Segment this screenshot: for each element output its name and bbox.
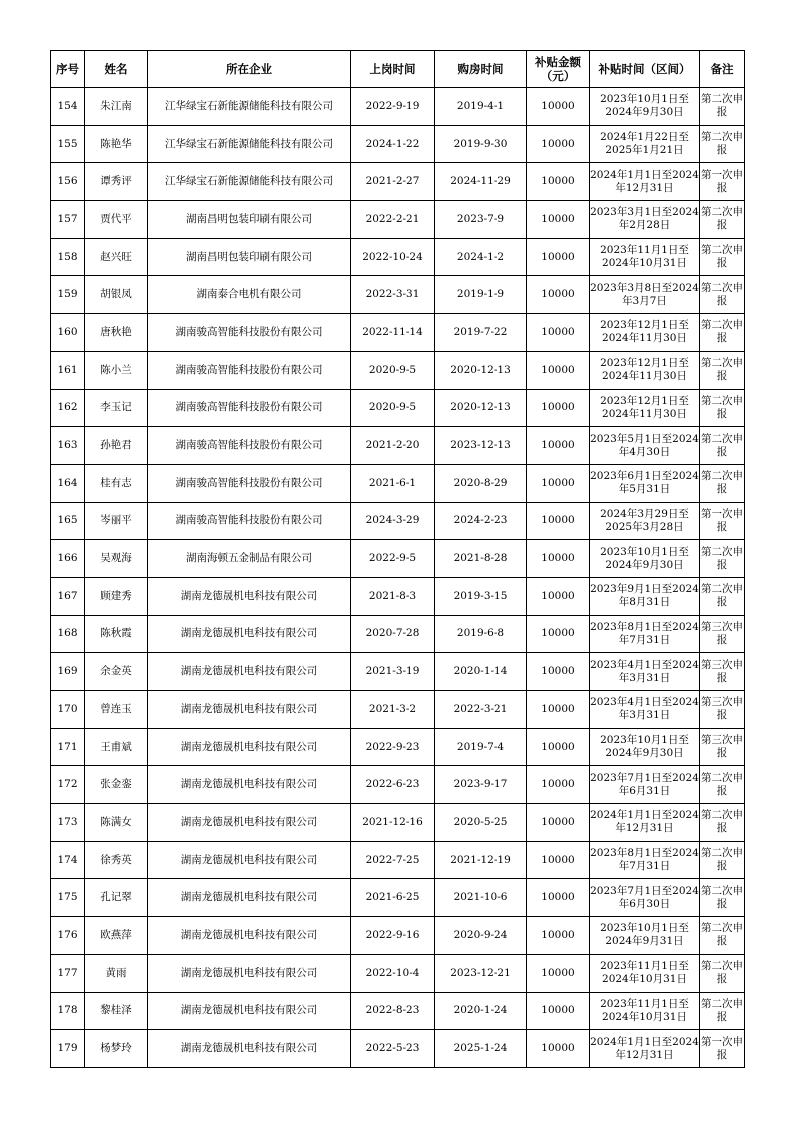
cell-no: 154 bbox=[51, 88, 85, 126]
cell-amount: 10000 bbox=[527, 577, 590, 615]
cell-note: 第二次申报 bbox=[700, 577, 745, 615]
cell-start-date: 2022-3-31 bbox=[351, 276, 435, 314]
cell-amount: 10000 bbox=[527, 879, 590, 917]
cell-name: 岑丽平 bbox=[85, 502, 148, 540]
cell-start-date: 2021-3-19 bbox=[351, 653, 435, 691]
cell-period: 2023年8月1日至2024年7月31日 bbox=[590, 841, 700, 879]
cell-note: 第二次申报 bbox=[700, 954, 745, 992]
cell-purchase-date: 2023-12-21 bbox=[435, 954, 527, 992]
cell-purchase-date: 2020-5-25 bbox=[435, 804, 527, 842]
cell-start-date: 2022-10-24 bbox=[351, 238, 435, 276]
cell-name: 黄雨 bbox=[85, 954, 148, 992]
cell-purchase-date: 2019-9-30 bbox=[435, 125, 527, 163]
cell-no: 174 bbox=[51, 841, 85, 879]
cell-start-date: 2021-3-2 bbox=[351, 691, 435, 729]
cell-period: 2023年11月1日至2024年10月31日 bbox=[590, 954, 700, 992]
cell-name: 王甫斌 bbox=[85, 728, 148, 766]
cell-name: 赵兴旺 bbox=[85, 238, 148, 276]
cell-purchase-date: 2019-3-15 bbox=[435, 577, 527, 615]
cell-start-date: 2022-7-25 bbox=[351, 841, 435, 879]
cell-company: 湖南海顿五金制品有限公司 bbox=[148, 540, 351, 578]
cell-note: 第三次申报 bbox=[700, 615, 745, 653]
cell-company: 江华绿宝石新能源储能科技有限公司 bbox=[148, 163, 351, 201]
cell-no: 167 bbox=[51, 577, 85, 615]
cell-period: 2023年10月1日至2024年9月30日 bbox=[590, 88, 700, 126]
cell-name: 张金銮 bbox=[85, 766, 148, 804]
cell-amount: 10000 bbox=[527, 88, 590, 126]
cell-name: 桂有志 bbox=[85, 464, 148, 502]
header-name: 姓名 bbox=[85, 51, 148, 88]
cell-name: 吴观海 bbox=[85, 540, 148, 578]
cell-company: 江华绿宝石新能源储能科技有限公司 bbox=[148, 88, 351, 126]
cell-no: 178 bbox=[51, 992, 85, 1030]
cell-no: 179 bbox=[51, 1030, 85, 1068]
cell-start-date: 2022-8-23 bbox=[351, 992, 435, 1030]
cell-no: 156 bbox=[51, 163, 85, 201]
cell-start-date: 2022-9-16 bbox=[351, 917, 435, 955]
cell-note: 第二次申报 bbox=[700, 427, 745, 465]
cell-period: 2024年3月29日至2025年3月28日 bbox=[590, 502, 700, 540]
cell-no: 163 bbox=[51, 427, 85, 465]
cell-no: 177 bbox=[51, 954, 85, 992]
cell-no: 165 bbox=[51, 502, 85, 540]
cell-amount: 10000 bbox=[527, 238, 590, 276]
cell-company: 湖南龙德晟机电科技有限公司 bbox=[148, 1030, 351, 1068]
cell-period: 2023年7月1日至2024年6月31日 bbox=[590, 766, 700, 804]
cell-amount: 10000 bbox=[527, 351, 590, 389]
cell-company: 湖南龙德晟机电科技有限公司 bbox=[148, 691, 351, 729]
table-row bbox=[51, 992, 745, 1030]
cell-name: 陈小兰 bbox=[85, 351, 148, 389]
cell-note: 第二次申报 bbox=[700, 804, 745, 842]
table-row bbox=[51, 88, 745, 126]
cell-purchase-date: 2020-8-29 bbox=[435, 464, 527, 502]
cell-note: 第一次申报 bbox=[700, 163, 745, 201]
header-start-date: 上岗时间 bbox=[351, 51, 435, 88]
cell-company: 湖南骏高智能科技股份有限公司 bbox=[148, 427, 351, 465]
cell-purchase-date: 2021-8-28 bbox=[435, 540, 527, 578]
header-amount-line1: 补贴金额 bbox=[535, 55, 581, 69]
table-row bbox=[51, 389, 745, 427]
cell-amount: 10000 bbox=[527, 125, 590, 163]
table-row bbox=[51, 276, 745, 314]
cell-note: 第二次申报 bbox=[700, 238, 745, 276]
table-row bbox=[51, 502, 745, 540]
cell-no: 164 bbox=[51, 464, 85, 502]
cell-start-date: 2021-6-1 bbox=[351, 464, 435, 502]
cell-name: 顾建秀 bbox=[85, 577, 148, 615]
cell-purchase-date: 2019-7-4 bbox=[435, 728, 527, 766]
table-row bbox=[51, 653, 745, 691]
cell-no: 161 bbox=[51, 351, 85, 389]
cell-name: 徐秀英 bbox=[85, 841, 148, 879]
cell-note: 第二次申报 bbox=[700, 125, 745, 163]
cell-amount: 10000 bbox=[527, 201, 590, 239]
cell-name: 陈秋霞 bbox=[85, 615, 148, 653]
cell-start-date: 2022-6-23 bbox=[351, 766, 435, 804]
cell-start-date: 2024-1-22 bbox=[351, 125, 435, 163]
table-row bbox=[51, 201, 745, 239]
cell-start-date: 2022-9-5 bbox=[351, 540, 435, 578]
cell-name: 朱江南 bbox=[85, 88, 148, 126]
cell-amount: 10000 bbox=[527, 992, 590, 1030]
cell-amount: 10000 bbox=[527, 691, 590, 729]
table-row bbox=[51, 1030, 745, 1068]
cell-start-date: 2022-11-14 bbox=[351, 314, 435, 352]
cell-no: 175 bbox=[51, 879, 85, 917]
cell-start-date: 2021-8-3 bbox=[351, 577, 435, 615]
cell-name: 李玉记 bbox=[85, 389, 148, 427]
table-row bbox=[51, 125, 745, 163]
cell-amount: 10000 bbox=[527, 728, 590, 766]
table-row bbox=[51, 314, 745, 352]
cell-purchase-date: 2020-12-13 bbox=[435, 389, 527, 427]
cell-amount: 10000 bbox=[527, 841, 590, 879]
cell-note: 第二次申报 bbox=[700, 841, 745, 879]
cell-amount: 10000 bbox=[527, 464, 590, 502]
cell-period: 2023年9月1日至2024年8月31日 bbox=[590, 577, 700, 615]
cell-purchase-date: 2023-9-17 bbox=[435, 766, 527, 804]
cell-period: 2023年10月1日至2024年9月30日 bbox=[590, 540, 700, 578]
cell-name: 余金英 bbox=[85, 653, 148, 691]
cell-note: 第三次申报 bbox=[700, 728, 745, 766]
cell-start-date: 2021-12-16 bbox=[351, 804, 435, 842]
cell-period: 2023年11月1日至2024年10月31日 bbox=[590, 238, 700, 276]
cell-period: 2024年1月22日至2025年1月21日 bbox=[590, 125, 700, 163]
cell-period: 2023年7月1日至2024年6月30日 bbox=[590, 879, 700, 917]
cell-amount: 10000 bbox=[527, 1030, 590, 1068]
cell-start-date: 2021-2-20 bbox=[351, 427, 435, 465]
cell-amount: 10000 bbox=[527, 954, 590, 992]
cell-period: 2023年10月1日至2024年9月31日 bbox=[590, 917, 700, 955]
cell-no: 170 bbox=[51, 691, 85, 729]
cell-start-date: 2024-3-29 bbox=[351, 502, 435, 540]
cell-company: 湖南龙德晟机电科技有限公司 bbox=[148, 954, 351, 992]
cell-purchase-date: 2022-3-21 bbox=[435, 691, 527, 729]
table-row bbox=[51, 351, 745, 389]
cell-start-date: 2020-7-28 bbox=[351, 615, 435, 653]
cell-no: 169 bbox=[51, 653, 85, 691]
cell-purchase-date: 2021-12-19 bbox=[435, 841, 527, 879]
cell-purchase-date: 2025-1-24 bbox=[435, 1030, 527, 1068]
cell-company: 湖南昌明包装印刷有限公司 bbox=[148, 238, 351, 276]
table-row bbox=[51, 766, 745, 804]
cell-name: 欧燕萍 bbox=[85, 917, 148, 955]
cell-name: 唐秋艳 bbox=[85, 314, 148, 352]
cell-name: 黎桂泽 bbox=[85, 992, 148, 1030]
cell-note: 第二次申报 bbox=[700, 766, 745, 804]
cell-purchase-date: 2024-2-23 bbox=[435, 502, 527, 540]
header-row bbox=[51, 51, 745, 88]
cell-amount: 10000 bbox=[527, 389, 590, 427]
cell-company: 湖南龙德晟机电科技有限公司 bbox=[148, 917, 351, 955]
cell-amount: 10000 bbox=[527, 163, 590, 201]
cell-start-date: 2021-6-25 bbox=[351, 879, 435, 917]
cell-note: 第三次申报 bbox=[700, 691, 745, 729]
cell-note: 第二次申报 bbox=[700, 879, 745, 917]
cell-purchase-date: 2024-11-29 bbox=[435, 163, 527, 201]
cell-note: 第二次申报 bbox=[700, 314, 745, 352]
table-row bbox=[51, 238, 745, 276]
cell-name: 孙艳君 bbox=[85, 427, 148, 465]
cell-name: 孔记翠 bbox=[85, 879, 148, 917]
cell-purchase-date: 2019-6-8 bbox=[435, 615, 527, 653]
cell-period: 2023年11月1日至2024年10月31日 bbox=[590, 992, 700, 1030]
cell-note: 第二次申报 bbox=[700, 201, 745, 239]
cell-company: 江华绿宝石新能源储能科技有限公司 bbox=[148, 125, 351, 163]
cell-no: 166 bbox=[51, 540, 85, 578]
table-row bbox=[51, 728, 745, 766]
table-row bbox=[51, 577, 745, 615]
cell-name: 杨梦玲 bbox=[85, 1030, 148, 1068]
cell-amount: 10000 bbox=[527, 540, 590, 578]
cell-purchase-date: 2021-10-6 bbox=[435, 879, 527, 917]
cell-name: 曾连玉 bbox=[85, 691, 148, 729]
cell-company: 湖南龙德晟机电科技有限公司 bbox=[148, 841, 351, 879]
cell-purchase-date: 2020-1-24 bbox=[435, 992, 527, 1030]
cell-note: 第三次申报 bbox=[700, 653, 745, 691]
cell-start-date: 2022-9-23 bbox=[351, 728, 435, 766]
cell-company: 湖南骏高智能科技股份有限公司 bbox=[148, 314, 351, 352]
cell-name: 陈满女 bbox=[85, 804, 148, 842]
cell-period: 2023年6月1日至2024年5月31日 bbox=[590, 464, 700, 502]
table-row bbox=[51, 917, 745, 955]
cell-company: 湖南龙德晟机电科技有限公司 bbox=[148, 653, 351, 691]
subsidy-table bbox=[50, 50, 745, 1068]
cell-name: 贾代平 bbox=[85, 201, 148, 239]
cell-amount: 10000 bbox=[527, 653, 590, 691]
cell-start-date: 2022-2-21 bbox=[351, 201, 435, 239]
cell-note: 第二次申报 bbox=[700, 917, 745, 955]
cell-period: 2023年3月1日至2024年2月28日 bbox=[590, 201, 700, 239]
cell-amount: 10000 bbox=[527, 276, 590, 314]
cell-no: 159 bbox=[51, 276, 85, 314]
table-row bbox=[51, 427, 745, 465]
cell-no: 168 bbox=[51, 615, 85, 653]
cell-no: 162 bbox=[51, 389, 85, 427]
table-row bbox=[51, 841, 745, 879]
cell-purchase-date: 2023-12-13 bbox=[435, 427, 527, 465]
cell-start-date: 2020-9-5 bbox=[351, 389, 435, 427]
cell-purchase-date: 2019-4-1 bbox=[435, 88, 527, 126]
cell-no: 158 bbox=[51, 238, 85, 276]
cell-amount: 10000 bbox=[527, 427, 590, 465]
cell-company: 湖南龙德晟机电科技有限公司 bbox=[148, 766, 351, 804]
cell-note: 第二次申报 bbox=[700, 351, 745, 389]
cell-no: 157 bbox=[51, 201, 85, 239]
cell-company: 湖南昌明包装印刷有限公司 bbox=[148, 201, 351, 239]
cell-company: 湖南龙德晟机电科技有限公司 bbox=[148, 992, 351, 1030]
cell-purchase-date: 2020-9-24 bbox=[435, 917, 527, 955]
cell-period: 2023年5月1日至2024年4月30日 bbox=[590, 427, 700, 465]
table-row bbox=[51, 804, 745, 842]
cell-company: 湖南龙德晟机电科技有限公司 bbox=[148, 804, 351, 842]
cell-amount: 10000 bbox=[527, 766, 590, 804]
cell-company: 湖南龙德晟机电科技有限公司 bbox=[148, 879, 351, 917]
cell-period: 2024年1月1日至2024年12月31日 bbox=[590, 1030, 700, 1068]
cell-note: 第一次申报 bbox=[700, 502, 745, 540]
table-row bbox=[51, 540, 745, 578]
cell-purchase-date: 2023-7-9 bbox=[435, 201, 527, 239]
cell-start-date: 2022-10-4 bbox=[351, 954, 435, 992]
cell-start-date: 2022-5-23 bbox=[351, 1030, 435, 1068]
cell-amount: 10000 bbox=[527, 502, 590, 540]
header-amount-line2: （元） bbox=[540, 69, 576, 83]
cell-no: 171 bbox=[51, 728, 85, 766]
cell-company: 湖南龙德晟机电科技有限公司 bbox=[148, 577, 351, 615]
header-no: 序号 bbox=[51, 51, 85, 88]
cell-period: 2023年4月1日至2024年3月31日 bbox=[590, 691, 700, 729]
cell-purchase-date: 2024-1-2 bbox=[435, 238, 527, 276]
cell-period: 2024年1月1日至2024年12月31日 bbox=[590, 163, 700, 201]
cell-company: 湖南龙德晟机电科技有限公司 bbox=[148, 615, 351, 653]
header-period: 补贴时间（区间） bbox=[590, 51, 700, 88]
cell-purchase-date: 2020-1-14 bbox=[435, 653, 527, 691]
cell-period: 2023年10月1日至2024年9月30日 bbox=[590, 728, 700, 766]
cell-no: 173 bbox=[51, 804, 85, 842]
header-company: 所在企业 bbox=[148, 51, 351, 88]
cell-period: 2023年3月8日至2024年3月7日 bbox=[590, 276, 700, 314]
cell-purchase-date: 2020-12-13 bbox=[435, 351, 527, 389]
cell-period: 2023年4月1日至2024年3月31日 bbox=[590, 653, 700, 691]
table-row bbox=[51, 615, 745, 653]
cell-no: 176 bbox=[51, 917, 85, 955]
cell-note: 第二次申报 bbox=[700, 540, 745, 578]
cell-note: 第二次申报 bbox=[700, 464, 745, 502]
table-row bbox=[51, 954, 745, 992]
cell-note: 第二次申报 bbox=[700, 276, 745, 314]
cell-period: 2023年12月1日至2024年11月30日 bbox=[590, 351, 700, 389]
cell-start-date: 2022-9-19 bbox=[351, 88, 435, 126]
cell-company: 湖南龙德晟机电科技有限公司 bbox=[148, 728, 351, 766]
table-row bbox=[51, 879, 745, 917]
cell-amount: 10000 bbox=[527, 314, 590, 352]
table-row bbox=[51, 464, 745, 502]
cell-name: 陈艳华 bbox=[85, 125, 148, 163]
table-row bbox=[51, 691, 745, 729]
header-purchase-date: 购房时间 bbox=[435, 51, 527, 88]
cell-name: 胡银凤 bbox=[85, 276, 148, 314]
cell-company: 湖南骏高智能科技股份有限公司 bbox=[148, 502, 351, 540]
table-row bbox=[51, 163, 745, 201]
cell-note: 第二次申报 bbox=[700, 389, 745, 427]
header-amount bbox=[527, 51, 590, 88]
cell-amount: 10000 bbox=[527, 615, 590, 653]
cell-start-date: 2021-2-27 bbox=[351, 163, 435, 201]
cell-no: 155 bbox=[51, 125, 85, 163]
cell-no: 160 bbox=[51, 314, 85, 352]
cell-company: 湖南骏高智能科技股份有限公司 bbox=[148, 389, 351, 427]
cell-period: 2024年1月1日至2024年12月31日 bbox=[590, 804, 700, 842]
header-note: 备注 bbox=[700, 51, 745, 88]
cell-company: 湖南骏高智能科技股份有限公司 bbox=[148, 464, 351, 502]
cell-purchase-date: 2019-1-9 bbox=[435, 276, 527, 314]
cell-note: 第二次申报 bbox=[700, 992, 745, 1030]
cell-no: 172 bbox=[51, 766, 85, 804]
cell-period: 2023年12月1日至2024年11月30日 bbox=[590, 314, 700, 352]
cell-company: 湖南泰合电机有限公司 bbox=[148, 276, 351, 314]
cell-period: 2023年12月1日至2024年11月30日 bbox=[590, 389, 700, 427]
cell-amount: 10000 bbox=[527, 917, 590, 955]
cell-purchase-date: 2019-7-22 bbox=[435, 314, 527, 352]
cell-period: 2023年8月1日至2024年7月31日 bbox=[590, 615, 700, 653]
cell-name: 谭秀评 bbox=[85, 163, 148, 201]
cell-note: 第一次申报 bbox=[700, 1030, 745, 1068]
cell-start-date: 2020-9-5 bbox=[351, 351, 435, 389]
cell-company: 湖南骏高智能科技股份有限公司 bbox=[148, 351, 351, 389]
cell-note: 第二次申报 bbox=[700, 88, 745, 126]
cell-amount: 10000 bbox=[527, 804, 590, 842]
